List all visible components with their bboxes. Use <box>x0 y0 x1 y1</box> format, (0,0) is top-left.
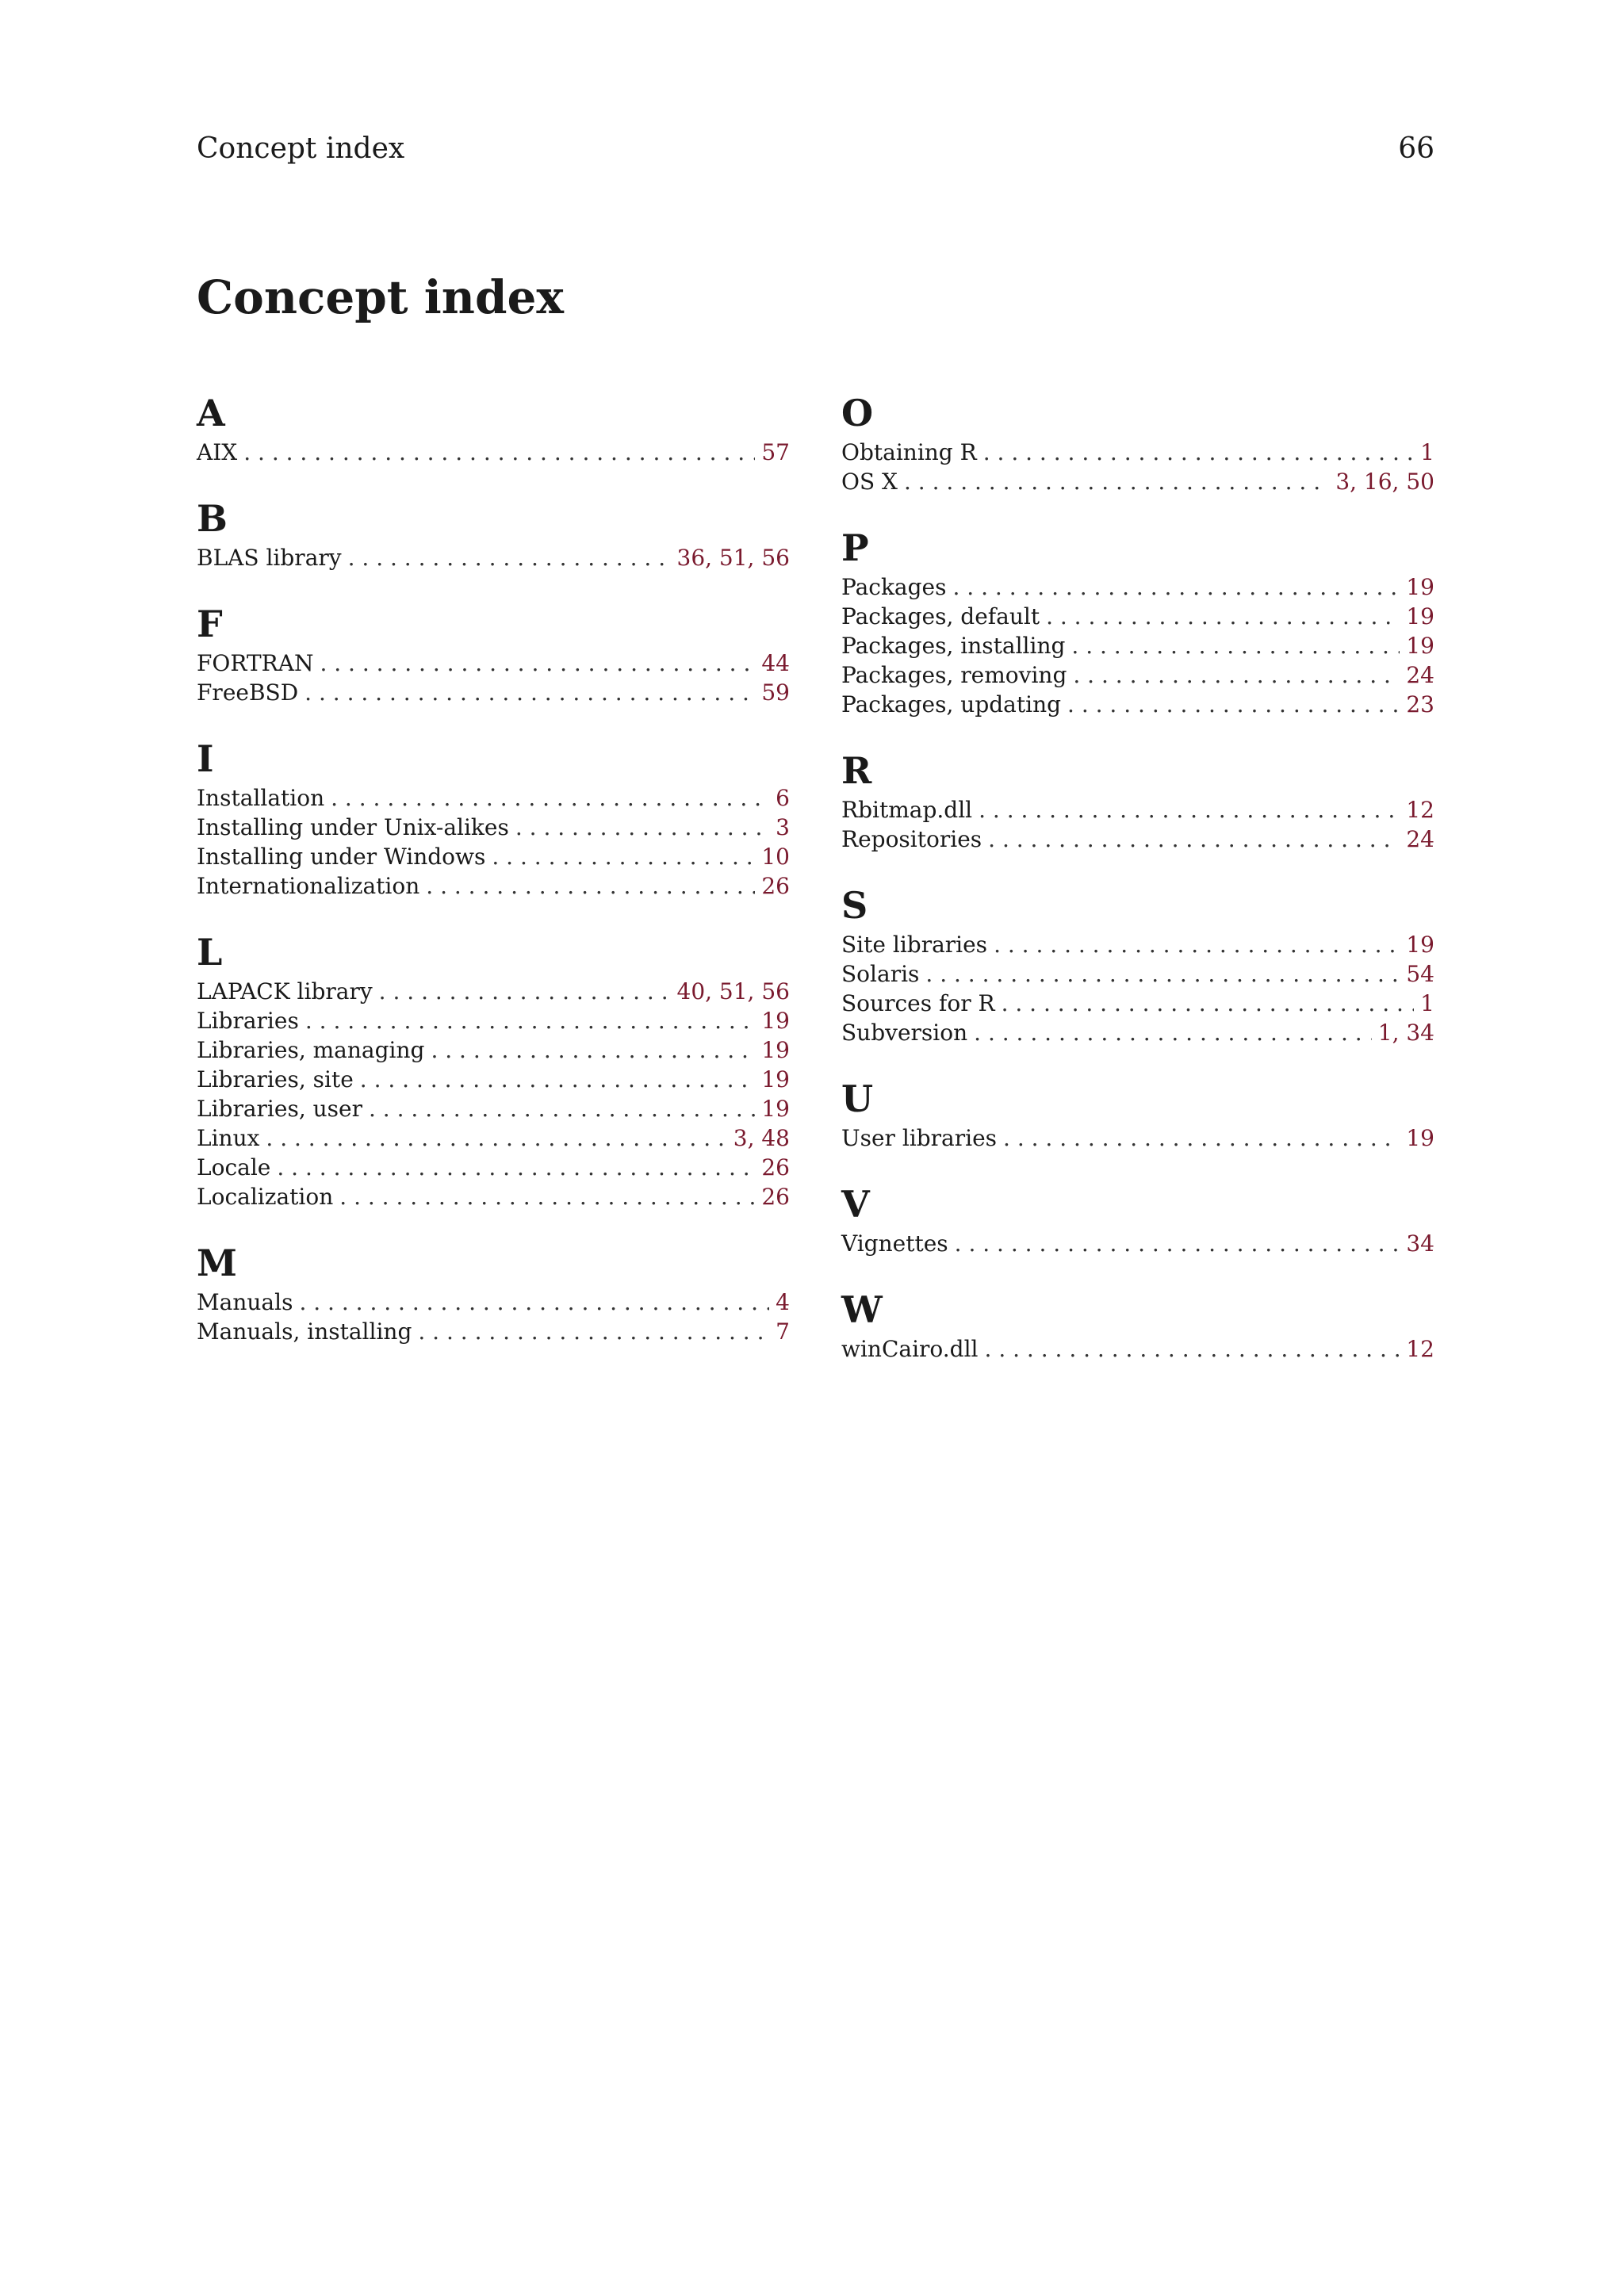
index-entry <box>197 1182 790 1211</box>
index-term: Repositories <box>841 826 982 852</box>
index-term: Packages, default <box>841 603 1040 629</box>
index-entry <box>197 871 790 901</box>
index-term: Libraries, user <box>197 1096 362 1122</box>
index-term: Obtaining R <box>841 439 977 465</box>
index-entry <box>197 813 790 842</box>
index-section-u <box>841 1077 1434 1153</box>
index-entry <box>197 438 790 467</box>
page-reference-link[interactable]: 26 <box>761 873 790 899</box>
index-term: Localization <box>197 1184 334 1210</box>
index-letter-heading: L <box>197 931 223 974</box>
index-entry <box>841 1334 1434 1364</box>
dot-leader <box>1071 631 1400 660</box>
index-term: Packages <box>841 574 947 600</box>
dot-leader <box>299 1288 769 1317</box>
index-term: Subversion <box>841 1020 968 1046</box>
index-letter-heading: U <box>841 1077 874 1120</box>
index-term: Rbitmap.dll <box>841 797 973 823</box>
index-term: FORTRAN <box>197 650 314 676</box>
page-reference-link[interactable]: 7 <box>776 1318 790 1345</box>
dot-leader <box>305 1006 756 1035</box>
page-reference-link[interactable]: 36, 51, 56 <box>676 545 790 571</box>
index-term: Libraries, managing <box>197 1037 425 1063</box>
dot-leader <box>974 1018 1372 1047</box>
dot-leader <box>379 977 671 1006</box>
index-entry <box>841 825 1434 854</box>
page-reference-link[interactable]: 24 <box>1406 826 1434 852</box>
page-reference-link[interactable]: 3 <box>776 814 790 840</box>
index-letter-heading: V <box>841 1183 870 1226</box>
page-reference-link[interactable]: 26 <box>761 1184 790 1210</box>
dot-leader <box>492 842 755 871</box>
page-reference-link[interactable]: 19 <box>1406 603 1434 629</box>
dot-leader <box>266 1123 726 1153</box>
dot-leader <box>1046 602 1400 631</box>
dot-leader <box>925 959 1400 989</box>
index-section-r <box>841 749 1434 854</box>
index-term: Packages, updating <box>841 691 1062 718</box>
index-letter-heading: A <box>197 392 225 434</box>
dot-leader <box>1073 660 1400 690</box>
dot-leader <box>952 572 1400 602</box>
page-title: Concept index <box>197 270 565 324</box>
dot-leader <box>431 1035 755 1065</box>
index-entry <box>197 1123 790 1153</box>
dot-leader <box>348 543 671 572</box>
page-reference-link[interactable]: 3, 16, 50 <box>1335 469 1434 495</box>
index-letter-heading: W <box>841 1288 883 1331</box>
index-entry <box>197 678 790 707</box>
index-entry <box>841 959 1434 989</box>
page-reference-link[interactable]: 19 <box>1406 574 1434 600</box>
dot-leader <box>320 649 755 678</box>
page-reference-link[interactable]: 19 <box>1406 1125 1434 1151</box>
index-term: Manuals <box>197 1289 293 1315</box>
index-term: Packages, removing <box>841 662 1067 688</box>
index-letter-heading: F <box>197 603 223 645</box>
index-entry <box>841 1229 1434 1258</box>
dot-leader <box>426 871 755 901</box>
page-reference-link[interactable]: 26 <box>761 1154 790 1181</box>
index-entry <box>841 572 1434 602</box>
dot-leader <box>955 1229 1400 1258</box>
index-term: Locale <box>197 1154 271 1181</box>
index-letter-heading: M <box>197 1242 237 1284</box>
index-entry <box>841 660 1434 690</box>
dot-leader <box>369 1094 755 1123</box>
dot-leader <box>360 1065 756 1094</box>
running-title: Concept index <box>197 132 405 165</box>
page-reference-link[interactable]: 10 <box>761 844 790 870</box>
dot-leader <box>331 783 769 813</box>
dot-leader <box>304 678 755 707</box>
page-reference-link[interactable]: 19 <box>1406 633 1434 659</box>
index-section-f <box>197 603 790 707</box>
dot-leader <box>418 1317 769 1346</box>
index-section-a <box>197 392 790 467</box>
page-reference-link[interactable]: 59 <box>761 679 790 706</box>
index-term: Libraries, site <box>197 1066 354 1093</box>
index-term: Installing under Unix-alikes <box>197 814 509 840</box>
dot-leader <box>515 813 769 842</box>
index-letter-heading: R <box>841 749 872 792</box>
dot-leader <box>904 467 1329 496</box>
index-term: Installation <box>197 785 325 811</box>
page-reference-link[interactable]: 19 <box>761 1066 790 1093</box>
index-section-b <box>197 497 790 572</box>
index-entry <box>197 783 790 813</box>
index-term: Libraries <box>197 1008 299 1034</box>
index-section-m <box>197 1242 790 1346</box>
index-entry <box>841 1123 1434 1153</box>
page-reference-link[interactable]: 54 <box>1406 961 1434 987</box>
page-reference-link[interactable]: 19 <box>761 1096 790 1122</box>
page-reference-link[interactable]: 12 <box>1406 1336 1434 1362</box>
dot-leader <box>1002 989 1415 1018</box>
running-header <box>197 133 1434 165</box>
index-entry <box>841 467 1434 496</box>
index-term: AIX <box>197 439 238 465</box>
index-section-i <box>197 737 790 901</box>
index-entry <box>197 1094 790 1123</box>
page-reference-link[interactable]: 44 <box>761 650 790 676</box>
index-entry <box>841 795 1434 825</box>
index-term: Vignettes <box>841 1230 948 1257</box>
index-section-o <box>841 392 1434 496</box>
index-entry <box>197 1065 790 1094</box>
index-term: Sources for R <box>841 990 995 1016</box>
index-section-l <box>197 931 790 1211</box>
dot-leader <box>1003 1123 1400 1153</box>
index-entry <box>841 602 1434 631</box>
index-entry <box>197 1035 790 1065</box>
page-reference-link[interactable]: 1 <box>1420 990 1434 1016</box>
page-reference-link[interactable]: 19 <box>761 1037 790 1063</box>
index-entry <box>841 930 1434 959</box>
index-entry <box>197 1006 790 1035</box>
index-entry <box>197 1288 790 1317</box>
index-entry <box>197 977 790 1006</box>
index-section-p <box>841 526 1434 719</box>
index-column-left <box>197 392 790 1346</box>
dot-leader <box>1067 690 1400 719</box>
index-letter-heading: B <box>197 497 228 540</box>
index-entry <box>841 438 1434 467</box>
index-term: winCairo.dll <box>841 1336 979 1362</box>
index-term: LAPACK library <box>197 978 373 1004</box>
index-term: Linux <box>197 1125 260 1151</box>
index-letter-heading: P <box>841 526 869 569</box>
page-reference-link[interactable]: 4 <box>776 1289 790 1315</box>
page-reference-link[interactable]: 40, 51, 56 <box>676 978 790 1004</box>
dot-leader <box>243 438 755 467</box>
page-reference-link[interactable]: 24 <box>1406 662 1434 688</box>
page-reference-link[interactable]: 12 <box>1406 797 1434 823</box>
index-term: FreeBSD <box>197 679 299 706</box>
index-entry <box>841 1018 1434 1047</box>
index-entry <box>197 649 790 678</box>
index-entry <box>197 842 790 871</box>
page-reference-link[interactable]: 3, 48 <box>733 1125 790 1151</box>
index-entry <box>841 631 1434 660</box>
dot-leader <box>277 1153 755 1182</box>
index-term: Installing under Windows <box>197 844 486 870</box>
index-section-w <box>841 1288 1434 1364</box>
index-term: Packages, installing <box>841 633 1066 659</box>
page-reference-link[interactable]: 1 <box>1420 439 1434 465</box>
dot-leader <box>994 930 1400 959</box>
index-entry <box>197 543 790 572</box>
page-reference-link[interactable]: 57 <box>761 439 790 465</box>
index-letter-heading: O <box>841 392 874 434</box>
index-entry <box>841 690 1434 719</box>
index-letter-heading: I <box>197 737 214 780</box>
index-term: BLAS library <box>197 545 342 571</box>
page-reference-link[interactable]: 1, 34 <box>1377 1020 1434 1046</box>
page-reference-link[interactable]: 23 <box>1406 691 1434 718</box>
dot-leader <box>979 795 1400 825</box>
index-term: User libraries <box>841 1125 998 1151</box>
index-section-v <box>841 1183 1434 1258</box>
index-letter-heading: S <box>841 884 868 927</box>
index-column-right <box>841 392 1434 1364</box>
index-term: Manuals, installing <box>197 1318 412 1345</box>
dot-leader <box>339 1182 755 1211</box>
index-entry <box>197 1317 790 1346</box>
index-term: Site libraries <box>841 932 988 958</box>
dot-leader <box>988 825 1400 854</box>
page-reference-link[interactable]: 34 <box>1406 1230 1434 1257</box>
page-reference-link[interactable]: 6 <box>776 785 790 811</box>
index-entry <box>197 1153 790 1182</box>
index-term: Internationalization <box>197 873 420 899</box>
index-term: OS X <box>841 469 898 495</box>
index-entry <box>841 989 1434 1018</box>
index-term: Solaris <box>841 961 920 987</box>
page-reference-link[interactable]: 19 <box>761 1008 790 1034</box>
dot-leader <box>983 438 1414 467</box>
dot-leader <box>985 1334 1400 1364</box>
index-section-s <box>841 884 1434 1047</box>
page-reference-link[interactable]: 19 <box>1406 932 1434 958</box>
page-number: 66 <box>1398 132 1434 165</box>
